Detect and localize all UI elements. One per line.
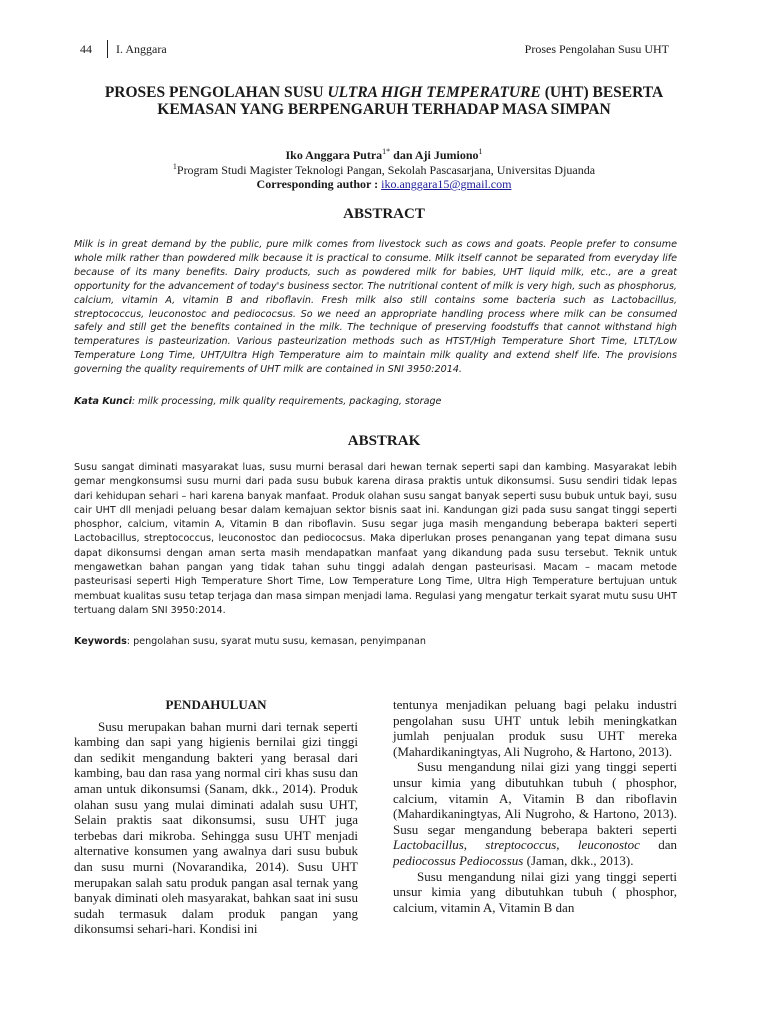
- right-p2-pediocossus-italic: pediocossus Pediocossus: [393, 852, 524, 868]
- abstrak-keywords-label: Keywords: [74, 636, 127, 647]
- right-p2-text-b: dan: [639, 837, 677, 853]
- title-italic: ULTRA HIGH TEMPERATURE: [327, 84, 541, 101]
- title-part1: PROSES PENGOLAHAN SUSU: [104, 84, 328, 101]
- header-author: I. Anggara: [116, 42, 167, 56]
- abstrak-keywords-text: : pengolahan susu, syarat mutu susu, kemasan, penyimpanan: [126, 636, 426, 647]
- running-header: [0, 42, 768, 58]
- right-p2-text-c: (Jaman, dkk., 2013).: [523, 852, 634, 868]
- header-divider: [107, 40, 108, 58]
- abstract-keywords: [74, 396, 677, 407]
- paper-title: [60, 84, 708, 118]
- title-line2: KEMASAN YANG BERPENGARUH TERHADAP MASA SIMPAN: [157, 101, 611, 118]
- author-sup-b: 1: [478, 147, 483, 156]
- email-link[interactable]: iko.anggara15@gmail.com: [381, 177, 512, 191]
- author-name-a: Iko Anggara Putra: [285, 148, 383, 162]
- corresponding-author: [60, 177, 708, 192]
- section-heading-pendahuluan: PENDAHULUAN: [165, 697, 267, 712]
- title-part2: (UHT) BESERTA: [540, 84, 664, 101]
- page-number: 44: [80, 42, 92, 56]
- body-paragraph-right-3: Susu mengandung nilai gizi yang tinggi seperti unsur kimia yang dibutuhkan tubuh ( phosphor, calcium, vitamin A, Vitamin B dan: [393, 868, 677, 915]
- header-running-title: Proses Pengolahan Susu UHT: [524, 42, 669, 56]
- body-column-right: [393, 697, 677, 915]
- abstract-keywords-label: Kata Kunci: [74, 396, 132, 407]
- abstrak-text: Susu sangat diminati masyarakat luas, susu murni berasal dari hewan ternak seperti sapi dan kambing. Masyarakat lebih gemar mengkonsumsi susu murni dari pada susu bubuk karena dirasa praktis untuk dikonsumsi. Susu sendiri tidak lepas dari kehidupan sehari – hari karena banyak manfaat. Produk olahan susu sangat banyak seperti susu bubuk untuk bayi, susu cair UHT dll menjadi peluang besar dalam kemajuan sektor bisnis saat ini. Kandungan gizi pada susu sangat tinggi seperti phosphor, calcium, vitamin A, Vitamin B dan riboflavin. Susu segar juga masih mengandung beberapa bakteri seperti Lactobacillus, streptococcus, leuconostoc dan pediococsus. Maka diperlukan proses penanganan yang tepat dimana susu dapat dikonsumsi dengan aman serta masih mendapatkan manfaat yang dikandung pada susu tersebut. Teknik untuk mengawetkan bahan pangan yang tidak tahan suhu tinggi adalah dengan pasteurisasi. Macam – macam metode pasteurisasi seperti High Temperature Short Time, Low Temperature Long Time, Ultra High Temperature bertujuan untuk membuat kualitas susu tetap terjaga dan masa simpan menjadi lama. Regulasi yang mengatur terkait syarat mutu susu UHT tertuang dalam SNI 3950:2014.: [74, 462, 677, 616]
- affiliation-text: Program Studi Magister Teknologi Pangan, Sekolah Pascasarjana, Universitas Djuanda: [176, 163, 596, 177]
- author-sup-a: 1*: [382, 147, 391, 156]
- body-paragraph-left: Susu merupakan bahan murni dari ternak seperti kambing dan sapi yang higienis bernilai gizi tinggi dan sedikit mengandung bakteri yang berasal dari kambing, bau dan rasa yang normal ciri khas susu dan aman untuk dikonsumsi (Sanam, dkk., 2014). Produk olahan susu yang mulai diminati adalah susu UHT, Selain praktis saat dikonsumsi, susu UHT juga terbebas dari mikroba. Sehingga susu UHT menjadi alternative konsumen yang awalnya dari susu bubuk dan susu murni (Novarandika, 2014). Susu UHT merupakan salah satu produk pangan asal ternak yang banyak diminati oleh masyarakat, bahkan saat ini susu sudah termasuk dalam produk pangan yang dikonsumsi sehari-hari. Kondisi ini: [74, 718, 358, 937]
- body-paragraph-right-1: tentunya menjadikan peluang bagi pelaku industri pengolahan susu UHT untuk lebih meningkatkan jumlah penjualan produk susu UHT mereka (Mahardikaningtyas, Ali Nugroho, & Hartono, 2013).: [393, 697, 677, 759]
- author-connector: dan Aji Jumiono: [390, 148, 479, 162]
- affiliation: [60, 162, 708, 178]
- abstract-keywords-text: : milk processing, milk quality requirements, packaging, storage: [131, 396, 442, 407]
- affiliation-sup: 1: [172, 162, 177, 171]
- abstract-heading: ABSTRACT: [343, 206, 425, 222]
- body-column-left: [74, 697, 358, 937]
- author-line: [60, 147, 708, 163]
- body-paragraph-right-2: [393, 759, 677, 868]
- right-p2-text-a: Susu mengandung nilai gizi yang tinggi seperti unsur kimia yang dibutuhkan tubuh ( phosphor, calcium, vitamin A, Vitamin B dan riboflavin (Mahardikaningtyas, Ali Nugroho, & Hartono, 2013). Susu segar mengandung beberapa bakteri seperti: [393, 759, 677, 837]
- abstrak-heading: ABSTRAK: [347, 433, 421, 449]
- corresponding-label: Corresponding author :: [256, 177, 382, 191]
- abstract-text: Milk is in great demand by the public, pure milk comes from livestock such as cows and goats. People prefer to consume whole milk rather than powdered milk because it is practical to consume. Milk itself cannot be separated from everyday life because of its many benefits. Dairy products, such as powdered milk for babies, UHT liquid milk, etc., are a great opportunity for the advancement of today's business sector. The nutritional content of milk is very high, such as phosphorus, calcium, vitamin A, vitamin B and riboflavin. Fresh milk also still contains some bacteria such as Lactobacillus, streptococcus, leuconostoc and pediococsus. So we need an appropriate handling process where milk can be consumed safely and still get the benefits contained in the milk. The technique of preserving foodstuffs that cannot withstand high temperatures is pasteurization. Various pasteurization methods such as HTST/High Temperature Short Time, LTLT/Low Temperature Long Time, UHT/Ultra High Temperature aim to maintain milk quality and extend shelf life. The provisions governing the quality requirements of UHT milk are contained in SNI 3950:2014.: [74, 239, 677, 376]
- right-p2-bacteria-italic: Lactobacillus, streptococcus, leuconostoc: [393, 837, 640, 853]
- abstrak-keywords: [74, 636, 677, 647]
